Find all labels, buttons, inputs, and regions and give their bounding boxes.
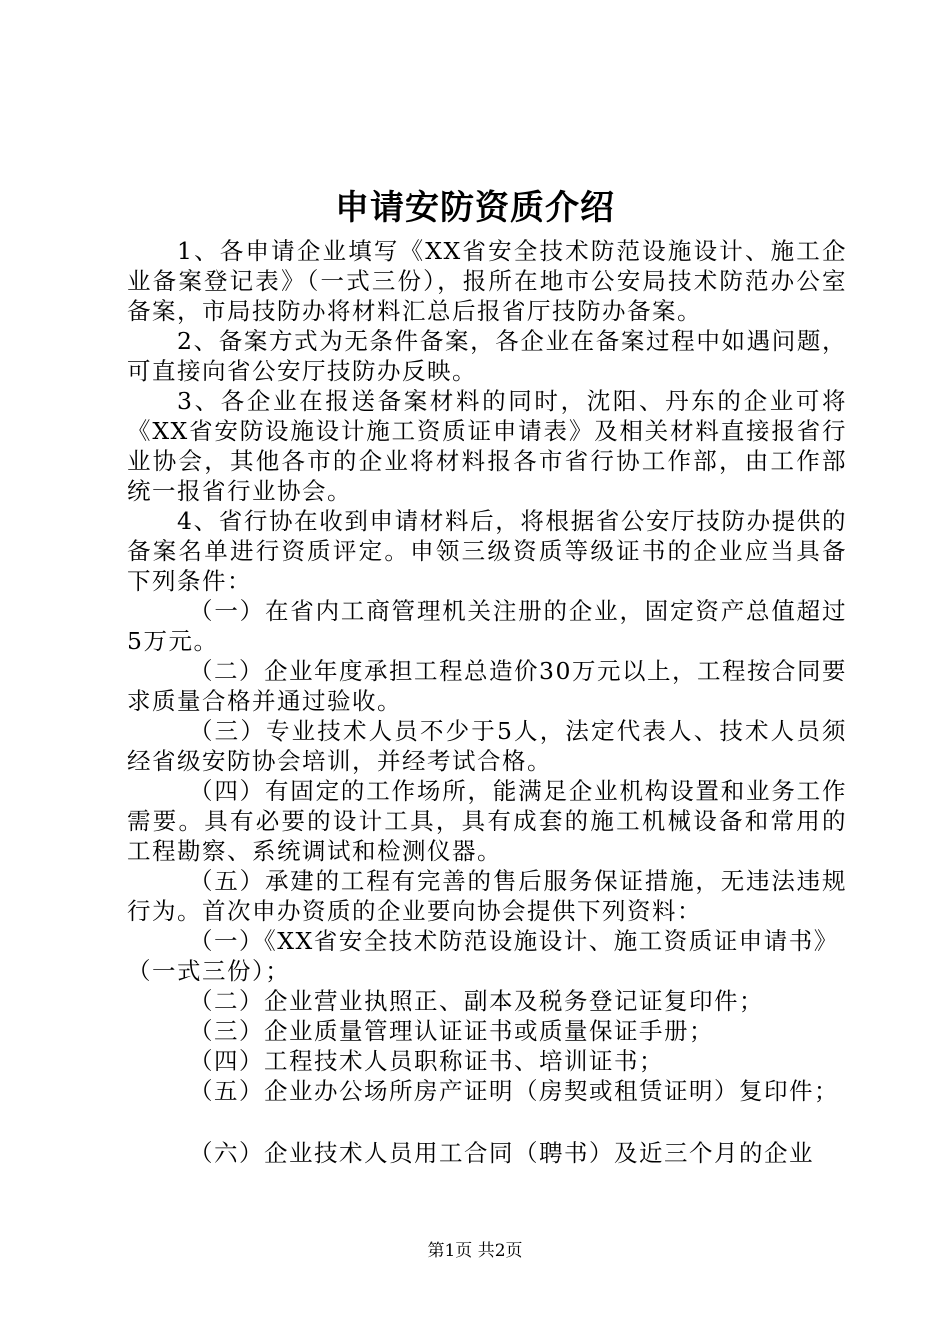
page-footer: 第1页 共2页: [427, 1241, 523, 1261]
paragraph-gap: [127, 1106, 847, 1138]
condition-5: （五）承建的工程有完善的售后服务保证措施，无违法违规行为。首次申办资质的企业要向协会提供下列资料：: [127, 867, 847, 925]
material-5: （五）企业办公场所房产证明（房契或租赁证明）复印件；: [189, 1077, 839, 1105]
material-2: （二）企业营业执照正、副本及税务登记证复印件；: [189, 987, 764, 1015]
paragraph-3: 3、各企业在报送备案材料的同时，沈阳、丹东的企业可将《XX省安防设施设计施工资质证申请表》及相关材料直接报省行业协会，其他各市的企业将材料报各市省行协工作部，由工作部统一报省行业协会。: [127, 387, 847, 505]
material-6: （六）企业技术人员用工合同（聘书）及近三个月的企业: [189, 1139, 814, 1167]
document-body: [127, 236, 847, 1168]
condition-4: （四）有固定的工作场所，能满足企业机构设置和业务工作需要。具有必要的设计工具，具有成套的施工机械设备和常用的工程勘察、系统调试和检测仪器。: [127, 777, 847, 865]
material-1: （一）《XX省安全技术防范设施设计、施工资质证申请书》（一式三份）；: [127, 927, 839, 985]
document-title: 申请安防资质介绍: [335, 188, 615, 228]
material-4: （四）工程技术人员职称证书、培训证书；: [189, 1047, 664, 1075]
condition-1: （一）在省内工商管理机关注册的企业，固定资产总值超过5万元。: [127, 597, 847, 655]
paragraph-2: 2、备案方式为无条件备案，各企业在备案过程中如遇问题，可直接向省公安厅技防办反映。: [127, 327, 847, 385]
condition-2: （二）企业年度承担工程总造价30万元以上，工程按合同要求质量合格并通过验收。: [127, 657, 847, 715]
paragraph-4: 4、省行协在收到申请材料后，将根据省公安厅技防办提供的备案名单进行资质评定。申领三级资质等级证书的企业应当具备下列条件：: [127, 507, 847, 595]
paragraph-1: 1、各申请企业填写《XX省安全技术防范设施设计、施工企业备案登记表》（一式三份），报所在地市公安局技术防范办公室备案，市局技防办将材料汇总后报省厅技防办备案。: [127, 237, 847, 325]
condition-3: （三）专业技术人员不少于5人，法定代表人、技术人员须经省级安防协会培训，并经考试合格。: [127, 717, 847, 775]
material-3: （三）企业质量管理认证证书或质量保证手册；: [189, 1017, 714, 1045]
